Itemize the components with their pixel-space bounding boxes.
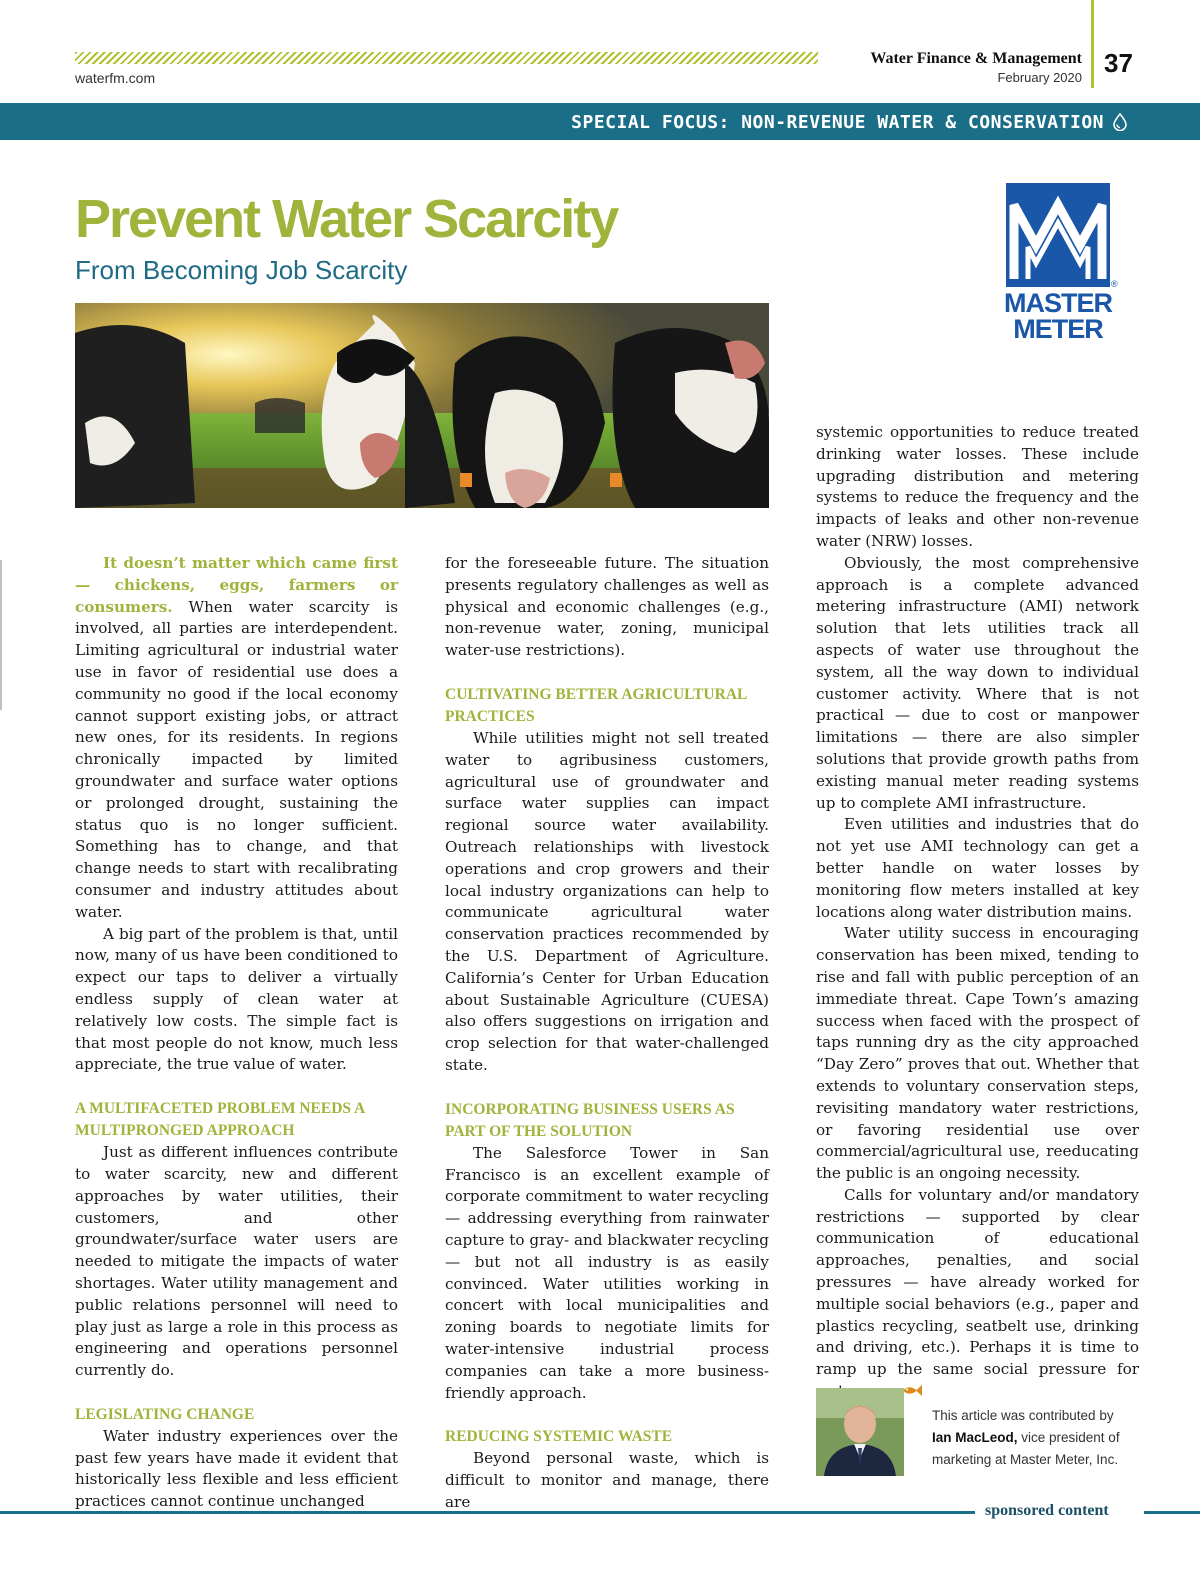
column-3-paragraph-1: systemic opportunities to reduce treated drinking water losses. These include upgrading distribution and metering systems to reduce the frequency and the impacts of leaks and other non-revenue water (NRW) losses. (816, 423, 1139, 550)
banner-title: SPECIAL FOCUS: NON-REVENUE WATER & CONSERVATION (571, 112, 1104, 133)
author-photo (816, 1388, 904, 1476)
header-vertical-rule (1091, 0, 1094, 88)
cows-photo (75, 303, 769, 508)
column-3-paragraph-3: Even utilities and industries that do not yet use AMI technology can get a better handle on water losses by monitoring flow meters installed at key locations along water distribution mains. (816, 815, 1139, 921)
column-3-paragraph-5-text: Calls for voluntary and/or mandatory restrictions — supported by clear communication of educational approaches, penalties, and social pressures — have already worked for multiple social behaviors (e.g., paper and plastics recycling, seatbelt use, drinking and driving, etc.). Perhaps it is time to ramp up the same social pressure for (816, 1185, 1139, 1379)
author-name: Ian MacLeod, (932, 1430, 1018, 1445)
column-1-paragraph-3: Just as different influences contribute to water scarcity, new and different approaches by water utilities, their customers, and other groundwater/surface water users are needed to mitigate the impacts of water shortages. Water utility management and public relations personnel will need to play just as large a role in this process as engineering and operations personnel currently do. (75, 1143, 398, 1380)
heading-systemic-waste: REDUCING SYSTEMIC WASTE (445, 1428, 673, 1446)
master-meter-logo-mark (1006, 183, 1110, 287)
heading-cultivating-practices: CULTIVATING BETTER AGRICULTURAL PRACTICES (445, 685, 747, 725)
column-3-paragraph-2: Obviously, the most comprehensive approach is a complete advanced metering infrastructure (AMI) network solution that lets utilities track all aspects of water use throughout the system, all the way down to individual customer activity. Where that is not practical — due to cost or manpower limitations — there are also simpler solutions that provide growth paths from existing manual meter reading systems up to complete AMI infrastructure. (816, 553, 1139, 812)
page-edge-mark (0, 560, 2, 710)
column-1-paragraph-2: A big part of the problem is that, until now, many of us have been conditioned to expect our taps to deliver a virtually endless supply of clean water at relatively low costs. The simple fact is that most people do not know, much less appreciate, the true value of water. (75, 924, 398, 1074)
footer-rule-left (0, 1511, 975, 1514)
column-2-paragraph-3: The Salesforce Tower in San Francisco is an excellent example of corporate commitment to water recycling — addressing everything from rainwater capture to gray- and blackwater recycling — but not all industry is as easily convinced. Water utilities working in concert with local municipalities and zoning boards to negotiate limits for water-intensive industrial process companies can take a more business-friendly approach. (445, 1143, 769, 1402)
author-role: vice president of marketing at Master Meter, Inc. (932, 1430, 1120, 1467)
sponsored-content-label: sponsored content (985, 1502, 1109, 1519)
footer-rule-right (1144, 1511, 1200, 1514)
column-3-paragraph-5 (816, 1185, 1139, 1403)
heading-multifaceted-problem: A MULTIFACETED PROBLEM NEEDS A MULTIPRONGED APPROACH (75, 1100, 365, 1140)
article-subtitle: From Becoming Job Scarcity (75, 255, 408, 285)
registered-mark: ® (1111, 279, 1118, 289)
logo-line-1: MASTER (1004, 288, 1112, 318)
master-meter-wordmark (1002, 290, 1114, 342)
column-1-paragraph-1-text: When water scarcity is involved, all parties are interdependent. Limiting agricultural or industrial water use in favor of residential use does a community no good if the local economy cannot support existing jobs, or attract new ones, for its residents. In regions chronically impacted by limited groundwater and surface water options or prolonged drought, sustaining the status quo is no longer sufficient. Something has to change, and that change needs to start with recalibrating consumer and industry attitudes about water. (75, 597, 398, 921)
article-column-2 (445, 553, 769, 1514)
column-2-paragraph-1: for the foreseeable future. The situation presents regulatory challenges as well as physical and economic challenges (e.g., non-revenue water, zoning, municipal water-use restrictions). (445, 554, 769, 660)
article-column-1 (75, 553, 398, 1513)
author-credit (932, 1405, 1142, 1471)
heading-legislating-change: LEGISLATING CHANGE (75, 1405, 255, 1423)
water-drop-icon (1112, 113, 1128, 131)
magazine-name: Water Finance & Management (870, 50, 1082, 67)
header-hatch-rule (75, 52, 818, 64)
column-1-paragraph-4: Water industry experiences over the past few years have made it evident that historically less flexible and less efficient practices cannot continue unchanged (75, 1426, 398, 1511)
heading-business-users: INCORPORATING BUSINESS USERS AS PART OF THE SOLUTION (445, 1100, 735, 1140)
article-column-3 (816, 422, 1139, 1403)
fish-end-mark-icon (901, 1384, 923, 1397)
article-lead-in: It doesn’t matter which came first — chickens, eggs, farmers or consumers. (75, 554, 398, 616)
column-2-paragraph-2: While utilities might not sell treated water to agribusiness customers, agricultural use of groundwater and surface water supplies can impact regional source water availability. Outreach relationships with livestock operations and crop growers and their local industry organizations can help to communicate agricultural water conservation practices recommended by the U.S. Department of Agriculture. California’s Center for Urban Education about Sustainable Agriculture (CUESA) also offers suggestions on irrigation and crop selection for that water-challenged state. (445, 728, 769, 1074)
column-1-paragraph-1 (75, 553, 398, 924)
column-2-paragraph-4: Beyond personal waste, which is difficult to monitor and manage, there are (445, 1449, 769, 1511)
article-title: Prevent Water Scarcity (75, 189, 618, 249)
column-3-paragraph-4: Water utility success in encouraging conservation has been mixed, tending to rise and fall with public perception of an immediate threat. Cape Town’s amazing success when faced with the prospect of taps running dry as the city approached “Day Zero” proves that out. Whether that extends to voluntary conservation steps, revisiting mandatory water restrictions, or favoring residential use over commercial/agricultural use, reeducating the public is an ongoing necessity. (816, 924, 1139, 1183)
author-intro: This article was contributed by (932, 1408, 1114, 1423)
site-url: waterfm.com (75, 70, 156, 86)
logo-line-2: METER (1013, 314, 1103, 344)
special-focus-banner (0, 103, 1200, 140)
issue-date: February 2020 (997, 70, 1082, 85)
page-number: 37 (1104, 48, 1133, 78)
